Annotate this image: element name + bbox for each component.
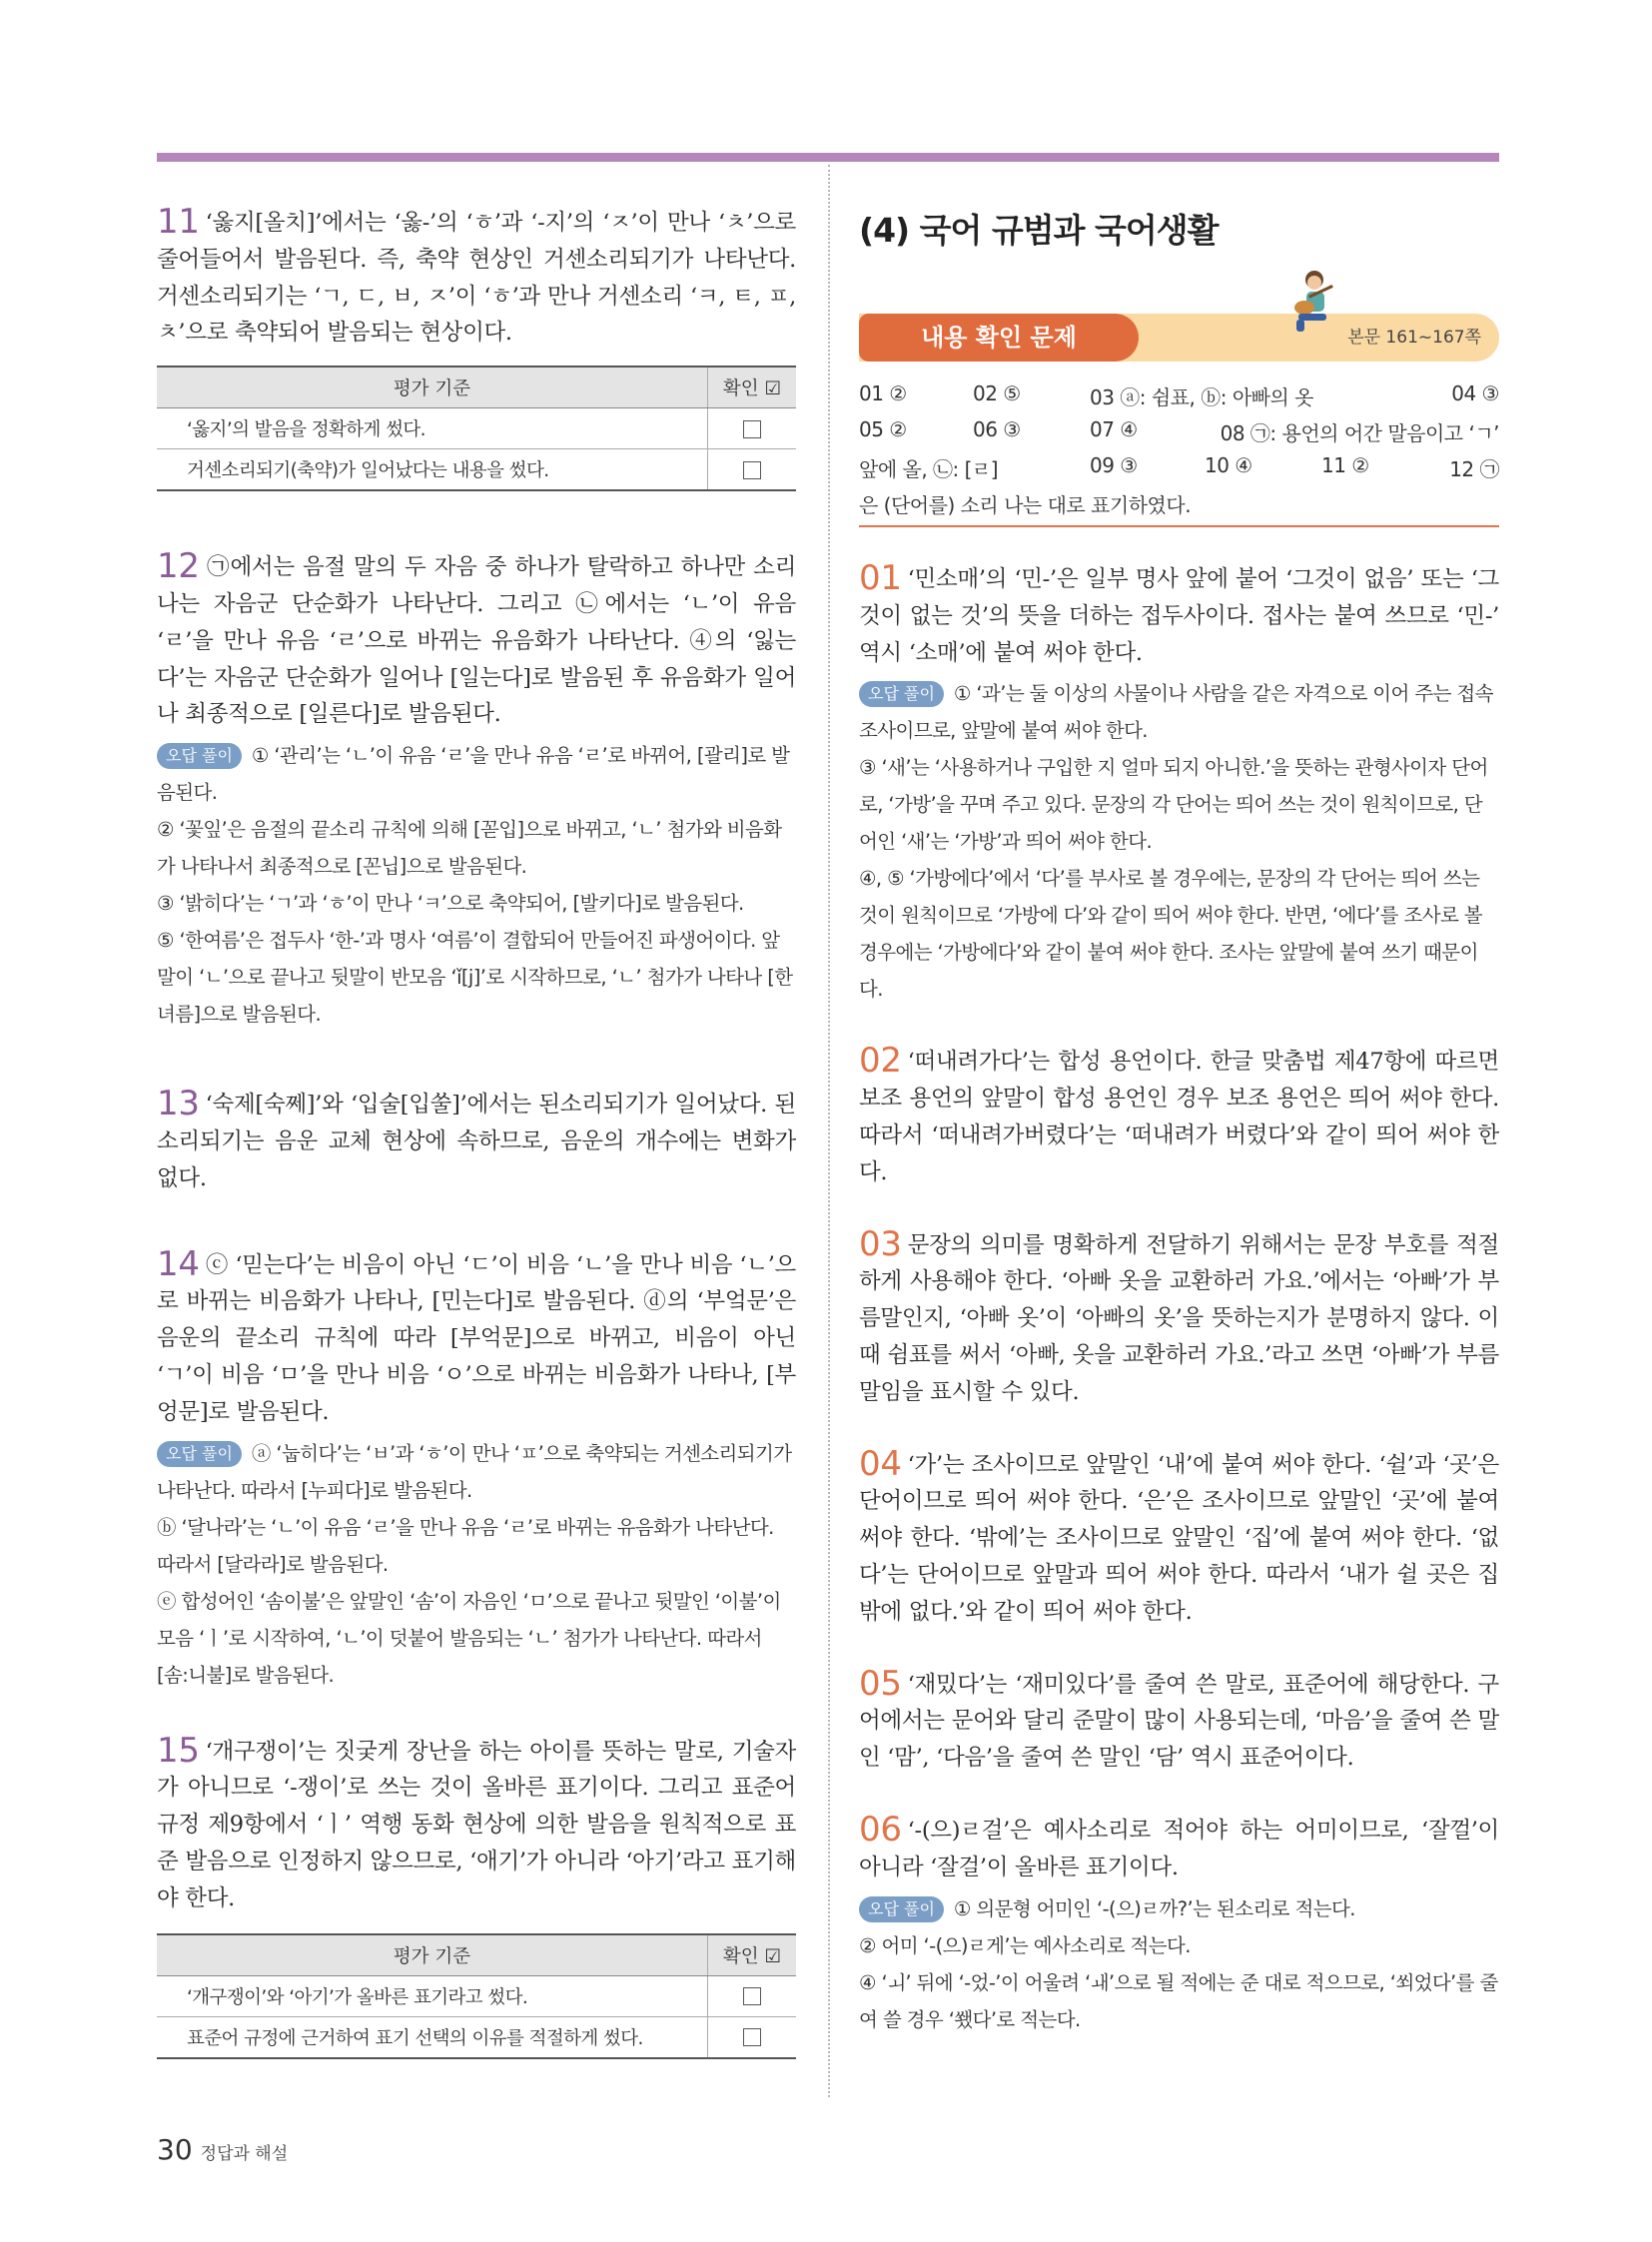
table-row — [157, 449, 796, 491]
checkbox[interactable] — [743, 461, 761, 479]
right-column — [859, 205, 1499, 2038]
page-number: 30 — [157, 2133, 193, 2166]
r01-paragraph — [859, 558, 1499, 671]
criteria-cell: ‘옳지’의 발음을 정확하게 썼다. — [157, 408, 708, 449]
answer-10: 10 ④ — [1205, 453, 1252, 477]
answer-04: 04 ③ — [1451, 381, 1499, 405]
answer-06: 06 ③ — [973, 417, 1021, 441]
check-header: 확인 ☑ — [708, 1934, 797, 1976]
checkbox[interactable] — [743, 420, 761, 438]
q15-text: ‘개구쟁이’는 짓궂게 장난을 하는 아이를 뜻하는 말로, 기술자가 아니므로 ‘-쟁이’로 쓰는 것이 올바른 표기이다. 그리고 표준어 규정 제9항에서 ‘ㅣ’ 역행 동화 현상에 의한 발음을 원칙적으로 표준 발음으로 인정하지 않으므로, ‘애기’가 아니라 ‘아기’라고 표기해야 한다. — [157, 1738, 796, 1911]
check-header: 확인 ☑ — [708, 367, 797, 408]
q12-sol-4: ⑤ ‘한여름’은 접두사 ‘한-’과 명사 ‘여름’이 결합되어 만들어진 파생어이다. 앞말이 ‘ㄴ’으로 끝나고 뒷말이 반모음 ‘ǐ[j]’로 시작하므로, ‘ㄴ’ 첨가가 나타나 [한녀름]으로 발음된다. — [157, 929, 793, 1027]
answer-09: 09 ③ — [1090, 453, 1138, 477]
r05-paragraph — [859, 1663, 1499, 1777]
r04-number: 04 — [859, 1443, 902, 1484]
q14-sol-1-text: ⓐ ‘눕히다’는 ‘ㅂ’과 ‘ㅎ’이 만나 ‘ㅍ’으로 축약되는 거센소리되기가 나타난다. 따라서 [누피다]로 발음된다. — [157, 1441, 792, 1502]
criteria-header: 평가 기준 — [157, 367, 708, 408]
wrong-answer-tag: 오답 풀이 — [157, 1441, 242, 1467]
q14-text: ⓒ ‘믿는다’는 비음이 아닌 ‘ㄷ’이 비음 ‘ㄴ’을 만나 비음 ‘ㄴ’으로 바뀌는 비음화가 나타나, [민는다]로 발음된다. ⓓ의 ‘부엌문’은 음운의 끝소리 규칙에 따라 [부억문]으로 바뀌고, 비음이 아닌 ‘ㄱ’이 비음 ‘ㅁ’을 만나 비음 ‘ㅇ’으로 바뀌는 비음화가 나타나, [부엉문]로 발음된다. — [157, 1251, 796, 1425]
r01-sol-1 — [859, 675, 1499, 749]
wrong-answer-tag: 오답 풀이 — [157, 743, 242, 769]
r01-sol-1-text: ① ‘과’는 둘 이상의 사물이나 사람을 같은 자격으로 이어 주는 접속 조사이므로, 앞말에 붙여 써야 한다. — [859, 682, 1493, 743]
checkbox[interactable] — [743, 1987, 761, 2005]
q13-paragraph — [157, 1084, 796, 1196]
banner-page-range: 본문 161~167쪽 — [1347, 328, 1481, 348]
criteria-cell: 표준어 규정에 근거하여 표기 선택의 이유를 적절하게 썼다. — [157, 2016, 708, 2058]
wrong-answer-tag: 오답 풀이 — [859, 681, 944, 707]
answer-12: 12 ㉠ — [1449, 457, 1499, 481]
evaluation-table-2 — [157, 1933, 796, 2059]
q14-paragraph — [157, 1243, 796, 1431]
answer-02: 02 ⑤ — [973, 381, 1021, 405]
r03-number: 03 — [859, 1223, 902, 1264]
top-accent-bar — [157, 153, 1499, 162]
answer-08-cont: 앞에 올, ㉡: [ㄹ] — [859, 457, 999, 481]
q12-sol-1 — [157, 737, 796, 811]
r02-paragraph — [859, 1041, 1499, 1190]
criteria-cell: 거센소리되기(축약)가 일어났다는 내용을 썼다. — [157, 449, 708, 491]
r06-sol-1-text: ① 의문형 어미인 ‘-(으)ㄹ까?’는 된소리로 적는다. — [953, 1896, 1355, 1920]
r03-paragraph — [859, 1223, 1499, 1411]
wrong-answer-tag: 오답 풀이 — [859, 1896, 944, 1922]
q12-text: ㉠에서는 음절 말의 두 자음 중 하나가 탈락하고 하나만 소리 나는 자음군 단순화가 나타난다. 그리고 ㉡에서는 ‘ㄴ’이 유음 ‘ㄹ’을 만나 유음 ‘ㄹ’으로 바뀌는 유음화가 나타난다. ④의 ‘잃는다’는 자음군 단순화가 일어나 [일는다]로 발음된 후 유음화가 일어나 최종적으로 [일른다]로 발음된다. — [157, 554, 796, 728]
q14-sol-2: ⓑ ‘달나라’는 ‘ㄴ’이 유음 ‘ㄹ’을 만나 유음 ‘ㄹ’로 바뀌는 유음화가 나타난다. 따라서 [달라라]로 발음된다. — [157, 1515, 774, 1576]
r02-text: ‘떠내려가다’는 합성 용언이다. 한글 맞춤법 제47항에 따르면 보조 용언의 앞말이 합성 용언인 경우 보조 용언은 띄어 써야 한다. 따라서 ‘떠내려가버렸다’는 ‘떠내려가 버렸다’와 같이 띄어 써야 한다. — [859, 1049, 1499, 1185]
r01-sol-3: ④, ⑤ ‘가방에다’에서 ‘다’를 부사로 볼 경우에는, 문장의 각 단어는 띄어 쓰는 것이 원칙이므로 ‘가방에 다’와 같이 띄어 써야 한다. 반면, ‘에다’를 조사로 볼 경우에는 ‘가방에다’와 같이 붙여 써야 한다. 조사는 앞말에 붙여 쓰기 때문이다. — [859, 867, 1483, 1002]
answer-12-cont: 은 (단어를) 소리 나는 대로 표기하였다. — [859, 493, 1192, 517]
q13-text: ‘숙제[숙쩨]’와 ‘입술[입쑬]’에서는 된소리되기가 일어났다. 된소리되기는 음운 교체 현상에 속하므로, 음운의 개수에는 변화가 없다. — [157, 1092, 796, 1191]
table-row — [157, 1975, 796, 2016]
r02-number: 02 — [859, 1041, 902, 1082]
criteria-cell: ‘개구쟁이’와 ‘아기’가 올바른 표기라고 썼다. — [157, 1975, 708, 2016]
q11-text: ‘옳지[올치]’에서는 ‘옳-’의 ‘ㅎ’과 ‘-지’의 ‘ㅈ’이 만나 ‘ㅊ’으로 줄어들어서 발음된다. 즉, 축약 현상인 거센소리되기가 나타난다. 거센소리되기는 ‘ㄱ, ㄷ, ㅂ, ㅈ’이 ‘ㅎ’과 만나 거센소리 ‘ㅋ, ㅌ, ㅍ, ㅊ’으로 축약되어 발음되는 현상이다. — [157, 210, 796, 347]
answer-08: 08 ㉠: 용언의 어간 말음이고 ‘ㄱ’ — [1220, 421, 1499, 445]
q13-number: 13 — [157, 1084, 200, 1124]
answer-03: 03 ⓐ: 쉼표, ⓑ: 아빠의 옷 — [1090, 385, 1313, 409]
q12-paragraph — [157, 546, 796, 733]
r05-number: 05 — [859, 1663, 902, 1704]
r06-text: ‘-(으)ㄹ걸’은 예사소리로 적어야 하는 어미이므로, ‘잘껄’이 아니라 ‘잘걸’이 올바른 표기이다. — [859, 1817, 1499, 1880]
table-row — [157, 2016, 796, 2058]
footer-title: 정답과 해설 — [200, 2144, 289, 2164]
r01-sol-2: ③ ‘새’는 ‘사용하거나 구입한 지 얼마 되지 아니한.’을 뜻하는 관형사이자 단어로, ‘가방’을 꾸며 주고 있다. 문장의 각 단어는 띄어 쓰는 것이 원칙이므로, 단어인 ‘새’는 ‘가방’과 띄어 써야 한다. — [859, 756, 1488, 854]
table-row — [157, 408, 796, 449]
r06-paragraph — [859, 1809, 1499, 1886]
r01-text: ‘민소매’의 ‘민-’은 일부 명사 앞에 붙어 ‘그것이 없음’ 또는 ‘그것이 없는 것’의 뜻을 더하는 접두사이다. 접사는 붙여 쓰므로 ‘민-’ 역시 ‘소매’에 붙여 써야 한다. — [859, 566, 1499, 666]
r06-sol-1 — [859, 1890, 1499, 1927]
q14-sol-1 — [157, 1435, 796, 1509]
page-footer — [157, 2133, 288, 2166]
criteria-header: 평가 기준 — [157, 1934, 708, 1976]
q14-number: 14 — [157, 1243, 200, 1284]
q15-number: 15 — [157, 1730, 200, 1771]
r06-number: 06 — [859, 1809, 902, 1850]
answer-05: 05 ② — [859, 417, 907, 441]
r03-text: 문장의 의미를 명확하게 전달하기 위해서는 문장 부호를 적절하게 사용해야 한다. ‘아빠 옷을 교환하러 가요.’에서는 ‘아빠’가 부름말인지, ‘아빠 옷’이 ‘아빠의 옷’을 뜻하는지가 분명하지 않다. 이때 쉼표를 써서 ‘아빠, 옷을 교환하러 가요.’라고 쓰면 ‘아빠’가 부름말임을 표시할 수 있다. — [859, 1231, 1499, 1405]
q12-sol-3: ③ ‘밝히다’는 ‘ㄱ’과 ‘ㅎ’이 만나 ‘ㅋ’으로 축약되어, [발키다]로 발음된다. — [157, 892, 744, 916]
guitar-player-icon — [1278, 266, 1348, 336]
answer-07: 07 ④ — [1090, 417, 1138, 441]
q11-number: 11 — [157, 202, 200, 242]
answer-key — [859, 375, 1499, 527]
r06-sol-2: ② 어미 ‘-(으)ㄹ게’는 예사소리로 적는다. — [859, 1933, 1191, 1957]
r05-text: ‘재밌다’는 ‘재미있다’를 줄여 쓴 말로, 표준어에 해당한다. 구어에서는 문어와 달리 준말이 많이 사용되는데, ‘마음’을 줄여 쓴 말인 ‘맘’, ‘다음’을 줄여 쓴 말인 ‘담’ 역시 표준어이다. — [859, 1671, 1499, 1772]
answer-01: 01 ② — [859, 381, 907, 405]
left-column — [157, 202, 796, 2059]
r04-text: ‘가’는 조사이므로 앞말인 ‘내’에 붙여 써야 한다. ‘쉴’과 ‘곳’은 단어이므로 띄어 써야 한다. ‘은’은 조사이므로 앞말인 ‘곳’에 붙여 써야 한다. ‘밖에’는 조사이므로 앞말인 ‘집’에 붙여 써야 한다. ‘없다’는 단어이므로 앞말과 띄어 써야 한다. 따라서 ‘내가 쉴 곳은 집밖에 없다.’와 같이 띄어 써야 한다. — [859, 1451, 1499, 1625]
column-divider — [828, 165, 830, 2097]
section-title: (4) 국어 규범과 국어생활 — [859, 211, 1219, 250]
q14-sol-3: ⓔ 합성어인 ‘솜이불’은 앞말인 ‘솜’이 자음인 ‘ㅁ’으로 끝나고 뒷말인 ‘이불’이 모음 ‘ㅣ’로 시작하여, ‘ㄴ’이 덧붙어 발음되는 ‘ㄴ’ 첨가가 나타난다. 따라서 [솜:니불]로 발음된다. — [157, 1589, 781, 1687]
r04-paragraph — [859, 1443, 1499, 1631]
r06-sol-3: ④ ‘ㅚ’ 뒤에 ‘-었-’이 어울려 ‘ㅙ’으로 될 적에는 준 대로 적으므로, ‘쐬었다’를 줄여 쓸 경우 ‘쐤다’로 적는다. — [859, 1970, 1498, 2031]
checkbox[interactable] — [743, 2028, 761, 2046]
r01-number: 01 — [859, 558, 902, 598]
q15-paragraph — [157, 1730, 796, 1917]
evaluation-table-1 — [157, 366, 796, 491]
banner-label: 내용 확인 문제 — [859, 314, 1139, 362]
q12-sol-1-text: ① ‘관리’는 ‘ㄴ’이 유음 ‘ㄹ’을 만나 유음 ‘ㄹ’로 바뀌어, [괄리]로 발음된다. — [157, 744, 790, 805]
content-check-banner — [859, 314, 1499, 362]
q12-number: 12 — [157, 546, 200, 587]
q11-paragraph — [157, 202, 796, 352]
answer-11: 11 ② — [1321, 453, 1369, 477]
q12-sol-2: ② ‘꽃잎’은 음절의 끝소리 규칙에 의해 [꼳입]으로 바뀌고, ‘ㄴ’ 첨가와 비음화가 나타나서 최종적으로 [꼰닙]으로 발음된다. — [157, 818, 782, 879]
